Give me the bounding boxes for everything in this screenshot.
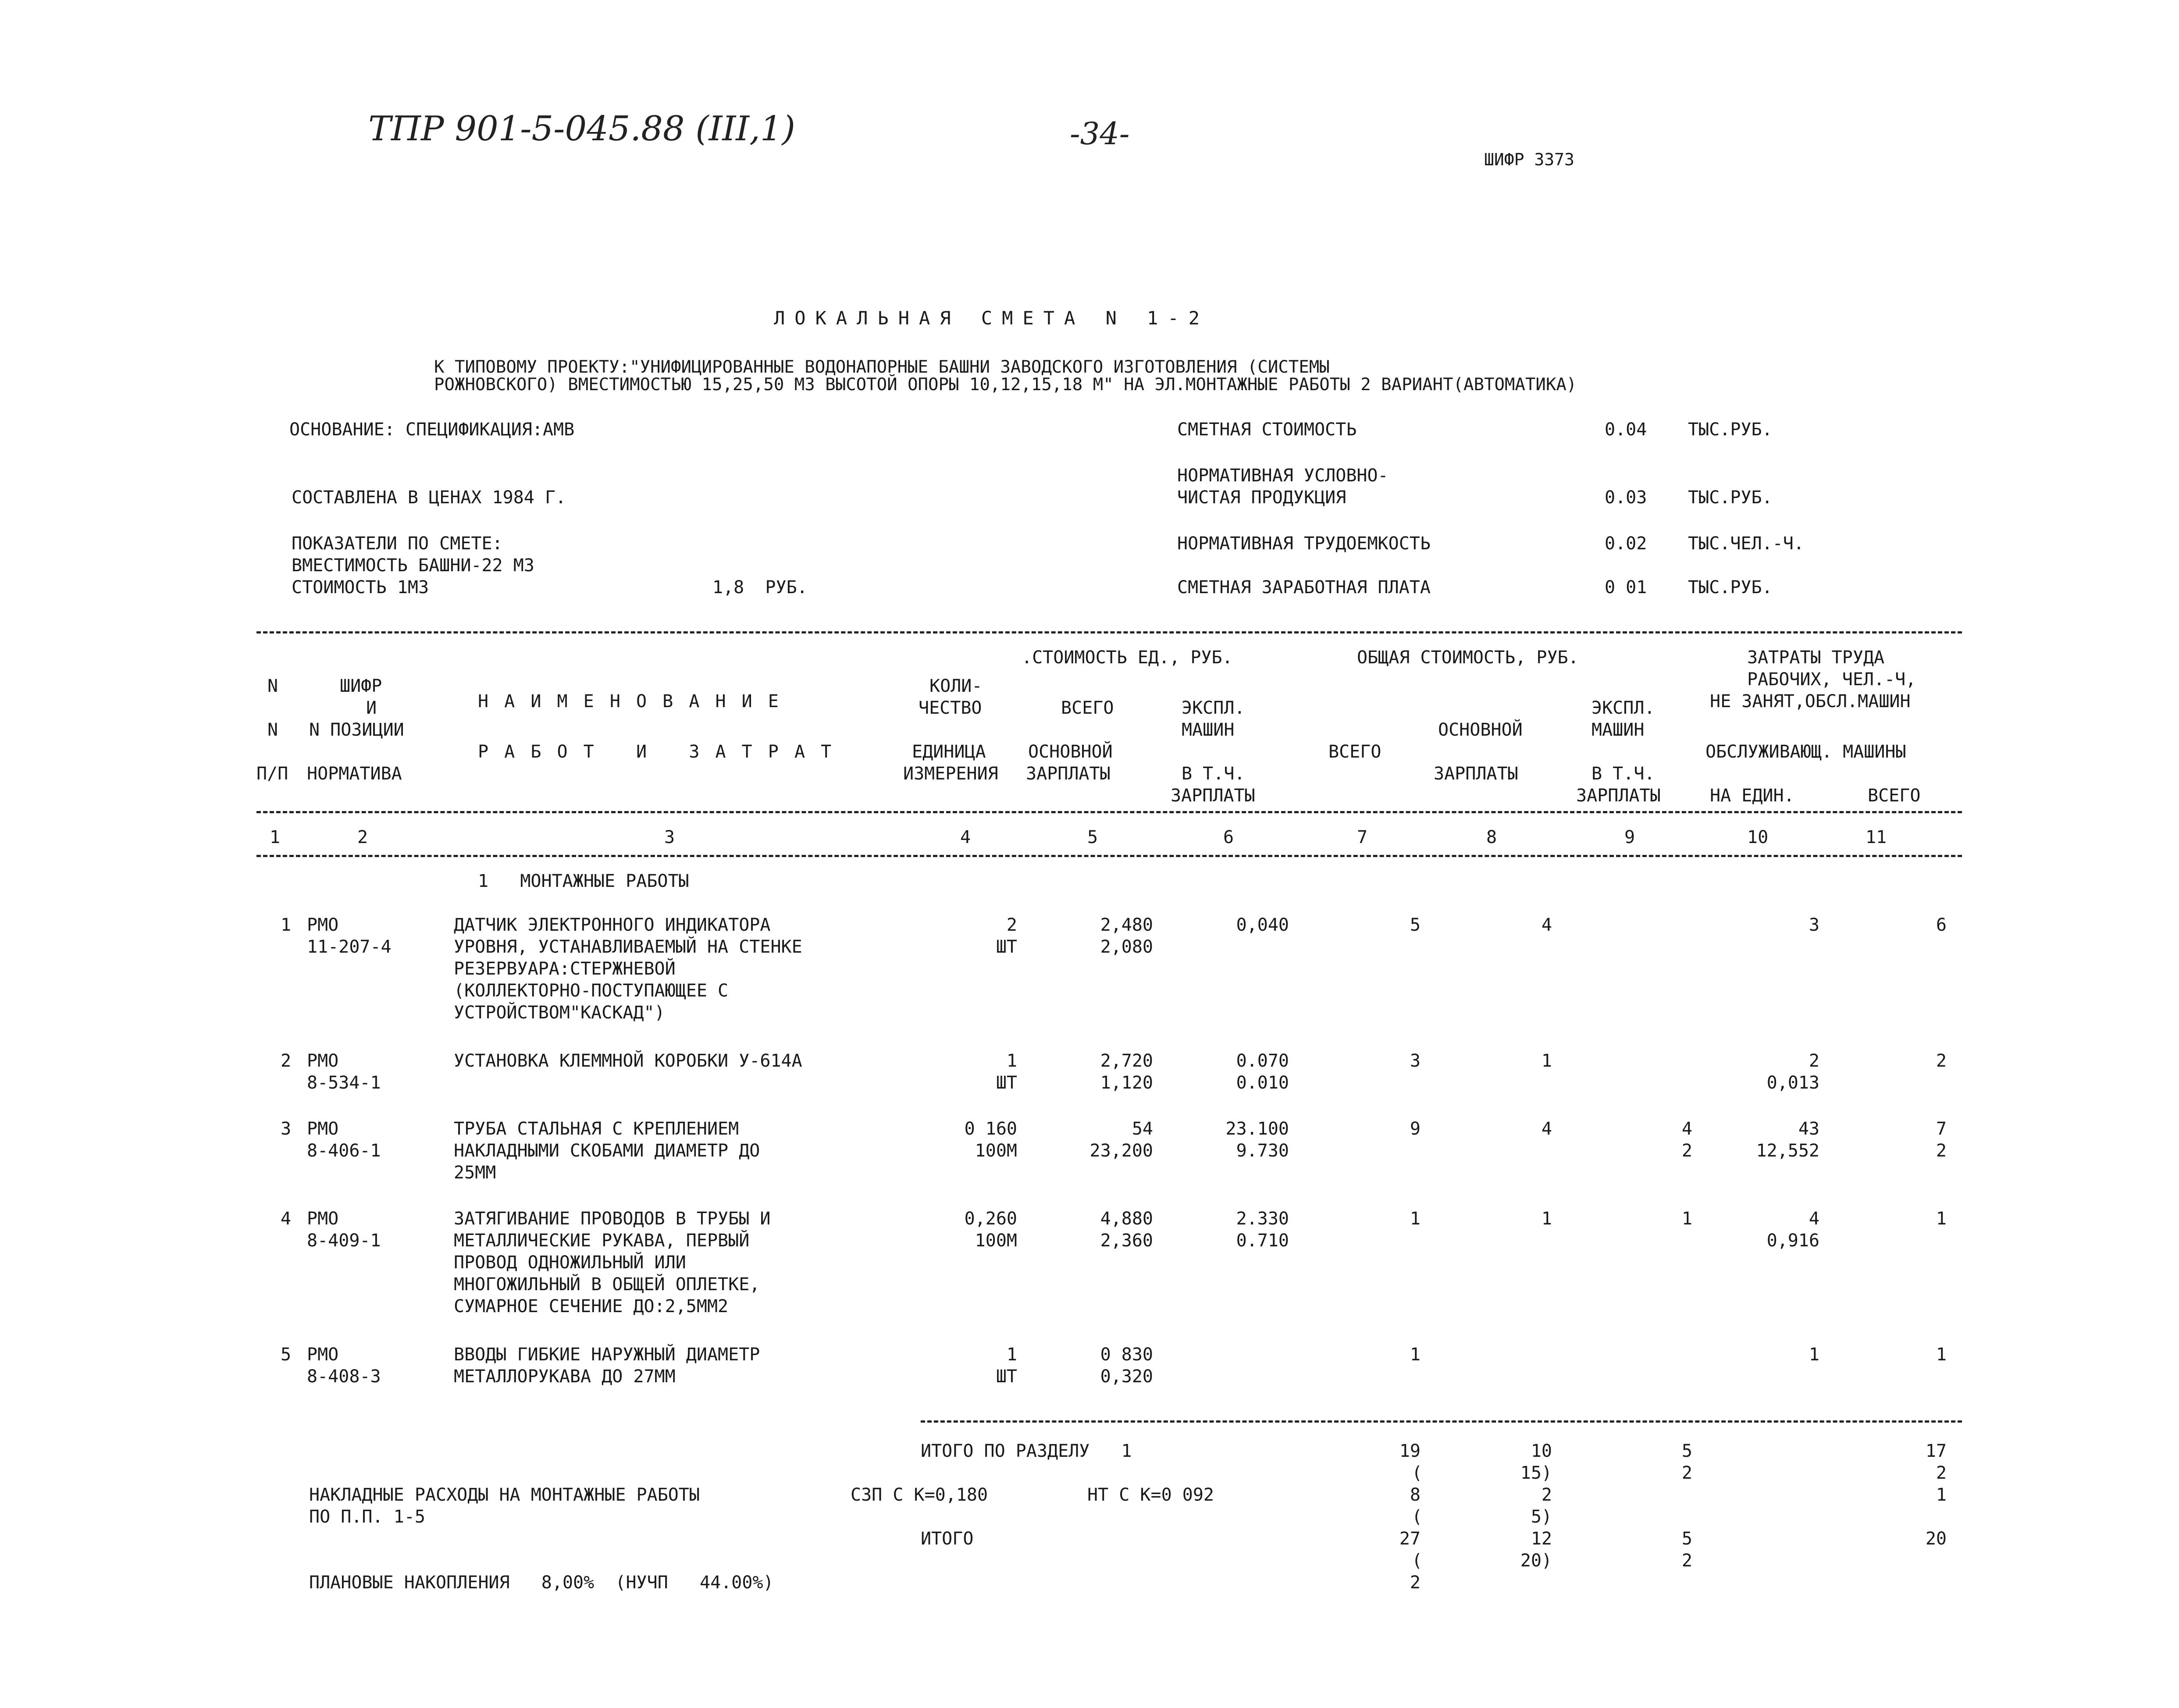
cipher-label: ШИФР 3373 [1484, 150, 1574, 169]
row-name-line: РЕЗЕРВУАРА:СТЕРЖНЕВОЙ [454, 959, 676, 979]
h-labor-3: НЕ ЗАНЯТ,ОБСЛ.МАШИН [1710, 691, 1911, 712]
h-num-3: П/П [256, 764, 288, 784]
h-mach-4: ЗАРПЛАТЫ [1171, 786, 1255, 806]
table-top-rule [256, 631, 1962, 633]
row-labor-unit: 2 [1809, 1051, 1819, 1071]
estimated-cost-value: 0.04 [1605, 420, 1647, 440]
planned-savings-value: 2 [1410, 1573, 1421, 1593]
grand-total-mach-wage: 2 [1681, 1551, 1692, 1571]
h-mach-1: ЭКСПЛ. [1182, 698, 1245, 718]
col-num-6: 6 [1223, 827, 1234, 847]
grand-total-mach: 5 [1681, 1529, 1692, 1549]
net-product-unit: ТЫС.РУБ. [1688, 487, 1773, 508]
h-labor-2: РАБОЧИХ, ЧЕЛ.-Ч, [1747, 669, 1916, 690]
net-product-label-2: ЧИСТАЯ ПРОДУКЦИЯ [1177, 487, 1346, 508]
section-total-mach-wage: 2 [1681, 1463, 1692, 1483]
grand-total-labor: 20 [1925, 1529, 1947, 1549]
row-name-line: НАКЛАДНЫМИ СКОБАМИ ДИАМЕТР ДО [454, 1141, 760, 1161]
section-total-label: ИТОГО ПО РАЗДЕЛУ 1 [921, 1441, 1132, 1461]
h-cipher-3: N ПОЗИЦИИ [309, 720, 404, 740]
row-code-2: 8-534-1 [307, 1073, 381, 1093]
h-name-1: Н А И М Е Н О В А Н И Е [478, 691, 781, 712]
col-num-10: 10 [1747, 827, 1769, 847]
row-total-basic: 4 [1541, 915, 1552, 935]
row-cost-mach-wage: 9.730 [1236, 1141, 1289, 1161]
row-code-1: РМО [307, 1209, 339, 1229]
row-unit: ШТ [996, 937, 1017, 957]
section-title: 1 МОНТАЖНЫЕ РАБОТЫ [478, 871, 689, 891]
overhead-basic: 2 [1541, 1485, 1552, 1505]
row-total-basic: 4 [1541, 1119, 1552, 1139]
basis: ОСНОВАНИЕ: СПЕЦИФИКАЦИЯ:АМВ [289, 420, 575, 440]
row-name-line: МЕТАЛЛОРУКАВА ДО 27ММ [454, 1366, 676, 1387]
col-num-2: 2 [357, 827, 368, 847]
section-total-labor-2: 2 [1936, 1463, 1947, 1483]
estimated-cost-label: СМЕТНАЯ СТОИМОСТЬ [1177, 420, 1357, 440]
indicators-label: ПОКАЗАТЕЛИ ПО СМЕТЕ: [292, 534, 503, 554]
paren-open: ( [1412, 1507, 1423, 1527]
row-cost-total: 4,880 [1100, 1209, 1153, 1229]
col-num-5: 5 [1087, 827, 1098, 847]
row-total: 1 [1410, 1345, 1421, 1365]
h-qty-2: ЧЕСТВО [919, 698, 982, 718]
row-total: 5 [1410, 915, 1421, 935]
row-number: 4 [281, 1209, 292, 1229]
h-unit-cost: .СТОИМОСТЬ ЕД., РУБ. [1022, 648, 1233, 668]
row-labor-total: 2 [1936, 1051, 1947, 1071]
row-code-1: РМО [307, 1119, 339, 1139]
h-num-1: N [267, 676, 278, 696]
row-name-line: УРОВНЯ, УСТАНАВЛИВАЕМЫЙ НА СТЕНКЕ [454, 937, 802, 957]
h-labor-4: ОБСЛУЖИВАЮЩ. МАШИНЫ [1705, 742, 1906, 762]
row-cost-total: 54 [1132, 1119, 1153, 1139]
overhead-total: 8 [1410, 1485, 1421, 1505]
h-mach2-4: ЗАРПЛАТЫ [1576, 786, 1661, 806]
subtitle-line-1: К ТИПОВОМУ ПРОЕКТУ:"УНИФИЦИРОВАННЫЕ ВОДОНАПОРНЫЕ БАШНИ ЗАВОДСКОГО ИЗГОТОВЛЕНИЯ (СИСТЕМЫ [434, 357, 1330, 377]
wages-value: 0 01 [1605, 577, 1647, 598]
col-num-8: 8 [1486, 827, 1497, 847]
h-mach-3: В Т.Ч. [1182, 764, 1245, 784]
h-all: ВСЕГО [1328, 742, 1381, 762]
paren-open: ( [1412, 1551, 1423, 1571]
cost-per-m3-label: СТОИМОСТЬ 1М3 [292, 577, 429, 598]
row-cost-basic: 1,120 [1100, 1073, 1153, 1093]
row-labor-total: 6 [1936, 915, 1947, 935]
row-unit: 100М [975, 1141, 1017, 1161]
grand-total-all: 27 [1399, 1529, 1421, 1549]
h-qty-1: КОЛИ- [929, 676, 983, 696]
overhead-labor: 1 [1936, 1485, 1947, 1505]
row-name-line: МНОГОЖИЛЬНЫЙ В ОБЩЕЙ ОПЛЕТКЕ, [454, 1274, 760, 1295]
row-total-basic: 1 [1541, 1209, 1552, 1229]
subtitle-line-2: РОЖНОВСКОГО) ВМЕСТИМОСТЬЮ 15,25,50 М3 ВЫСОТОЙ ОПОРЫ 10,12,15,18 М" НА ЭЛ.МОНТАЖНЫЕ РАБОТЫ 2 ВАРИАНТ(АВТОМАТИКА) [434, 375, 1577, 395]
section-total-basic: 10 [1531, 1441, 1552, 1461]
grand-total-basic-wage: 20) [1520, 1551, 1552, 1571]
h-basic-1: ОСНОВНОЙ [1438, 720, 1523, 740]
h-labor-6: ВСЕГО [1868, 786, 1921, 806]
row-qty: 0 160 [964, 1119, 1017, 1139]
row-cost-total: 2,480 [1100, 915, 1153, 935]
row-name-line: УСТРОЙСТВОМ"КАСКАД") [454, 1003, 665, 1023]
h-cipher-4: НОРМАТИВА [307, 764, 402, 784]
wages-label: СМЕТНАЯ ЗАРАБОТНАЯ ПЛАТА [1177, 577, 1431, 598]
h-mach2-3: В Т.Ч. [1592, 764, 1655, 784]
h-labor-1: ЗАТРАТЫ ТРУДА [1747, 648, 1885, 668]
labor-intensity-value: 0.02 [1605, 534, 1647, 554]
col-num-11: 11 [1866, 827, 1887, 847]
row-cost-total: 2,720 [1100, 1051, 1153, 1071]
row-name-line: СУМАРНОЕ СЕЧЕНИЕ ДО:2,5ММ2 [454, 1296, 729, 1317]
row-total-mach: 1 [1681, 1209, 1692, 1229]
row-labor-unit: 1 [1809, 1345, 1819, 1365]
h-name-2: Р А Б О Т И З А Т Р А Т [478, 742, 834, 762]
h-qty-3: ЕДИНИЦА [912, 742, 986, 762]
overhead-label-1: НАКЛАДНЫЕ РАСХОДЫ НА МОНТАЖНЫЕ РАБОТЫ [309, 1485, 700, 1505]
tower-capacity: ВМЕСТИМОСТЬ БАШНИ-22 М3 [292, 555, 534, 576]
row-labor-total: 7 [1936, 1119, 1947, 1139]
row-labor-unit: 43 [1798, 1119, 1819, 1139]
row-cost-basic: 23,200 [1090, 1141, 1153, 1161]
row-qty: 2 [1006, 915, 1017, 935]
row-name-line: ДАТЧИК ЭЛЕКТРОННОГО ИНДИКАТОРА [454, 915, 771, 935]
row-name-line: ПРОВОД ОДНОЖИЛЬНЫЙ ИЛИ [454, 1253, 686, 1273]
row-cost-basic: 2,080 [1100, 937, 1153, 957]
row-cost-basic: 0,320 [1100, 1366, 1153, 1387]
h-overall: ОБЩАЯ СТОИМОСТЬ, РУБ. [1357, 648, 1579, 668]
row-labor-total: 1 [1936, 1345, 1947, 1365]
row-cost-mach: 23.100 [1225, 1119, 1289, 1139]
overhead-coef-1: СЗП С К=0,180 [851, 1485, 988, 1505]
page-number: -34- [1070, 116, 1130, 152]
row-cost-mach: 0,040 [1236, 915, 1289, 935]
grand-total-basic: 12 [1531, 1529, 1552, 1549]
row-name-line: УСТАНОВКА КЛЕММНОЙ КОРОБКИ У-614А [454, 1051, 802, 1071]
h-qty-4: ИЗМЕРЕНИЯ [903, 764, 998, 784]
row-total-basic: 1 [1541, 1051, 1552, 1071]
h-total-2: ОСНОВНОЙ [1028, 742, 1113, 762]
row-code-1: РМО [307, 1051, 339, 1071]
h-mach2-1: ЭКСПЛ. [1592, 698, 1655, 718]
document-title: ЛОКАЛЬНАЯ СМЕТА N 1-2 [774, 307, 1210, 329]
col-num-9: 9 [1624, 827, 1635, 847]
h-basic-2: ЗАРПЛАТЫ [1434, 764, 1518, 784]
row-cost-mach-wage: 0.710 [1236, 1231, 1289, 1251]
row-code-2: 8-408-3 [307, 1366, 381, 1387]
section-total-basic-wage: 15) [1520, 1463, 1552, 1483]
labor-intensity-unit: ТЫС.ЧЕЛ.-Ч. [1688, 534, 1804, 554]
prices-year: СОСТАВЛЕНА В ЦЕНАХ 1984 Г. [292, 487, 566, 508]
row-name-line: МЕТАЛЛИЧЕСКИЕ РУКАВА, ПЕРВЫЙ [454, 1231, 750, 1251]
row-labor-unit-2: 12,552 [1756, 1141, 1819, 1161]
net-product-value: 0.03 [1605, 487, 1647, 508]
h-labor-5: НА ЕДИН. [1710, 786, 1794, 806]
row-labor-unit-2: 0,916 [1766, 1231, 1819, 1251]
overhead-label-2: ПО П.П. 1-5 [309, 1507, 425, 1527]
column-numbers-rule [256, 855, 1962, 857]
row-code-2: 8-409-1 [307, 1231, 381, 1251]
row-labor-unit: 4 [1809, 1209, 1819, 1229]
row-cost-mach-wage: 0.010 [1236, 1073, 1289, 1093]
grand-total-label: ИТОГО [921, 1529, 974, 1549]
row-cost-basic: 2,360 [1100, 1231, 1153, 1251]
section-total-all: 19 [1399, 1441, 1421, 1461]
row-total: 9 [1410, 1119, 1421, 1139]
totals-rule [921, 1420, 1962, 1423]
net-product-label-1: НОРМАТИВНАЯ УСЛОВНО- [1177, 466, 1389, 486]
row-total-mach: 4 [1681, 1119, 1692, 1139]
h-total-1: ВСЕГО [1061, 698, 1114, 718]
row-labor-unit-2: 0,013 [1766, 1073, 1819, 1093]
row-name-line: 25ММ [454, 1163, 496, 1183]
row-code-2: 11-207-4 [307, 937, 392, 957]
col-num-1: 1 [270, 827, 281, 847]
row-name-line: ТРУБА СТАЛЬНАЯ С КРЕПЛЕНИЕМ [454, 1119, 739, 1139]
row-labor-unit: 3 [1809, 915, 1819, 935]
row-name-line: (КОЛЛЕКТОРНО-ПОСТУПАЮЩЕЕ С [454, 981, 729, 1001]
overhead-coef-2: НТ С К=0 092 [1087, 1485, 1214, 1505]
row-name-line: ВВОДЫ ГИБКИЕ НАРУЖНЫЙ ДИАМЕТР [454, 1345, 760, 1365]
row-qty: 1 [1006, 1051, 1017, 1071]
row-total-mach-wage: 2 [1681, 1141, 1692, 1161]
row-number: 5 [281, 1345, 292, 1365]
col-num-7: 7 [1357, 827, 1368, 847]
row-cost-mach: 2.330 [1236, 1209, 1289, 1229]
row-number: 3 [281, 1119, 292, 1139]
row-qty: 1 [1006, 1345, 1017, 1365]
row-number: 2 [281, 1051, 292, 1071]
h-mach2-2: МАШИН [1592, 720, 1645, 740]
cost-per-m3-value: 1,8 РУБ. [712, 577, 808, 598]
row-total: 3 [1410, 1051, 1421, 1071]
row-unit: ШТ [996, 1366, 1017, 1387]
row-code-1: РМО [307, 1345, 339, 1365]
h-cipher-2: И [366, 698, 377, 718]
section-total-mach: 5 [1681, 1441, 1692, 1461]
wages-unit: ТЫС.РУБ. [1688, 577, 1773, 598]
h-num-2: N [267, 720, 278, 740]
h-cipher-1: ШИФР [340, 676, 382, 696]
row-labor-total-2: 2 [1936, 1141, 1947, 1161]
h-total-3: ЗАРПЛАТЫ [1026, 764, 1111, 784]
row-number: 1 [281, 915, 292, 935]
labor-intensity-label: НОРМАТИВНАЯ ТРУДОЕМКОСТЬ [1177, 534, 1431, 554]
h-mach-2: МАШИН [1182, 720, 1235, 740]
row-qty: 0,260 [964, 1209, 1017, 1229]
col-num-3: 3 [664, 827, 675, 847]
row-total: 1 [1410, 1209, 1421, 1229]
row-unit: 100М [975, 1231, 1017, 1251]
col-num-4: 4 [960, 827, 971, 847]
row-code-1: РМО [307, 915, 339, 935]
row-name-line: ЗАТЯГИВАНИЕ ПРОВОДОВ В ТРУБЫ И [454, 1209, 771, 1229]
paren-open: ( [1412, 1463, 1423, 1483]
row-cost-mach: 0.070 [1236, 1051, 1289, 1071]
row-code-2: 8-406-1 [307, 1141, 381, 1161]
estimated-cost-unit: ТЫС.РУБ. [1688, 420, 1773, 440]
planned-savings-label: ПЛАНОВЫЕ НАКОПЛЕНИЯ 8,00% (НУЧП 44.00%) [309, 1573, 774, 1593]
row-unit: ШТ [996, 1073, 1017, 1093]
overhead-basic-wage: 5) [1531, 1507, 1552, 1527]
row-cost-total: 0 830 [1100, 1345, 1153, 1365]
row-labor-total: 1 [1936, 1209, 1947, 1229]
project-code: ТПР 901-5-045.88 (III,1) [368, 109, 795, 149]
header-bottom-rule [256, 811, 1962, 813]
section-total-labor: 17 [1925, 1441, 1947, 1461]
